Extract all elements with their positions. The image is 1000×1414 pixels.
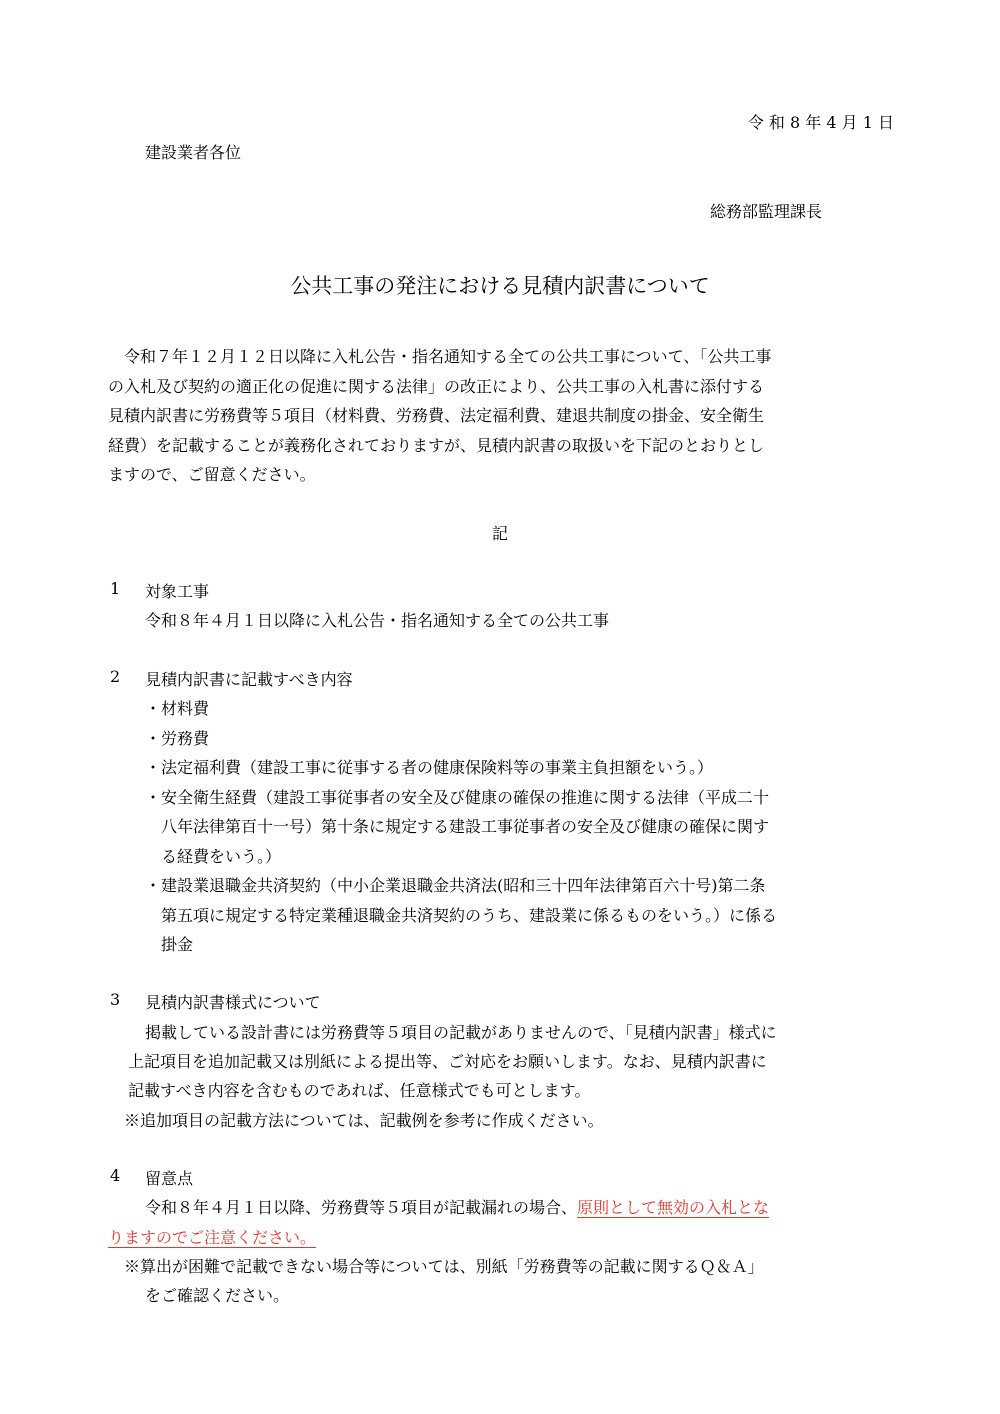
section-number: 2: [110, 667, 121, 686]
section-body: 令和８年４月１日以降に入札公告・指名通知する全ての公共工事: [145, 611, 610, 630]
section-body-line: [145, 1195, 769, 1218]
list-item-continuation: る経費をいう。）: [161, 847, 282, 866]
intro-line: 経費）を記載することが義務化されておりますが、見積内訳書の取扱いを下記のとおりとし: [108, 436, 765, 455]
addressee: 建設業者各位: [145, 143, 242, 162]
section-body: 記載すべき内容を含むものであれば、任意様式でも可とします。: [128, 1081, 591, 1100]
intro-line: 令和７年１２月１２日以降に入札公告・指名通知する全ての公共工事について、「公共工事: [124, 347, 772, 366]
warning-text: りますのでご注意ください。: [108, 1228, 317, 1247]
intro-line: ますので、ご留意ください。: [108, 465, 316, 484]
issue-date: 令 和 8 年 4 月 1 日: [747, 113, 894, 132]
document-title: 公共工事の発注における見積内訳書について: [290, 274, 710, 298]
section-body: 掲載している設計書には労務費等５項目の記載がありませんので、「見積内訳書」様式に: [145, 1023, 777, 1042]
intro-line: 見積内訳書に労務費等５項目（材料費、労務費、法定福利費、建退共制度の掛金、安全衛生: [108, 406, 765, 425]
list-item-continuation: 第五項に規定する特定業種退職金共済契約のうち、建設業に係るものをいう。）に係る: [161, 906, 778, 925]
section-number: 4: [110, 1166, 121, 1185]
section-heading: 見積内訳書様式について: [145, 993, 321, 1012]
section-number: 1: [110, 579, 121, 598]
list-item: ・労務費: [145, 729, 210, 748]
list-item: ・建設業退職金共済契約（中小企業退職金共済法(昭和三十四年法律第百六十号)第二条: [145, 876, 766, 895]
section-body: 上記項目を追加記載又は別紙による提出等、ご対応をお願いします。なお、見積内訳書に: [128, 1052, 767, 1071]
list-item-continuation: 八年法律第百十一号）第十条に規定する建設工事従事者の安全及び健康の確保に関す: [161, 817, 770, 836]
section-number: 3: [110, 990, 121, 1009]
list-item: ・安全衛生経費（建設工事従事者の安全及び健康の確保の推進に関する法律（平成二十: [145, 788, 770, 807]
list-item: ・法定福利費（建設工事に従事する者の健康保険料等の事業主負担額をいう。）: [145, 758, 714, 777]
plain-text: 令和８年４月１日以降、労務費等５項目が記載漏れの場合、: [145, 1198, 578, 1217]
list-item-continuation: 掛金: [161, 935, 194, 954]
sender: 総務部監理課長: [709, 202, 822, 221]
section-note: ※算出が困難で記載できない場合等については、別紙「労務費等の記載に関するＱ＆Ａ」: [124, 1257, 764, 1276]
warning-text: 原則として無効の入札とな: [577, 1198, 770, 1217]
section-note: ※追加項目の記載方法については、記載例を参考に作成ください。: [124, 1111, 604, 1130]
section-heading: 見積内訳書に記載すべき内容: [145, 670, 353, 689]
intro-line: の入札及び契約の適正化の促進に関する法律」の改正により、公共工事の入札書に添付する: [108, 377, 765, 396]
section-heading: 対象工事: [145, 582, 210, 601]
section-note: をご確認ください。: [145, 1286, 290, 1305]
ki-heading: 記: [491, 524, 508, 543]
section-heading: 留意点: [145, 1169, 194, 1188]
list-item: ・材料費: [145, 699, 210, 718]
